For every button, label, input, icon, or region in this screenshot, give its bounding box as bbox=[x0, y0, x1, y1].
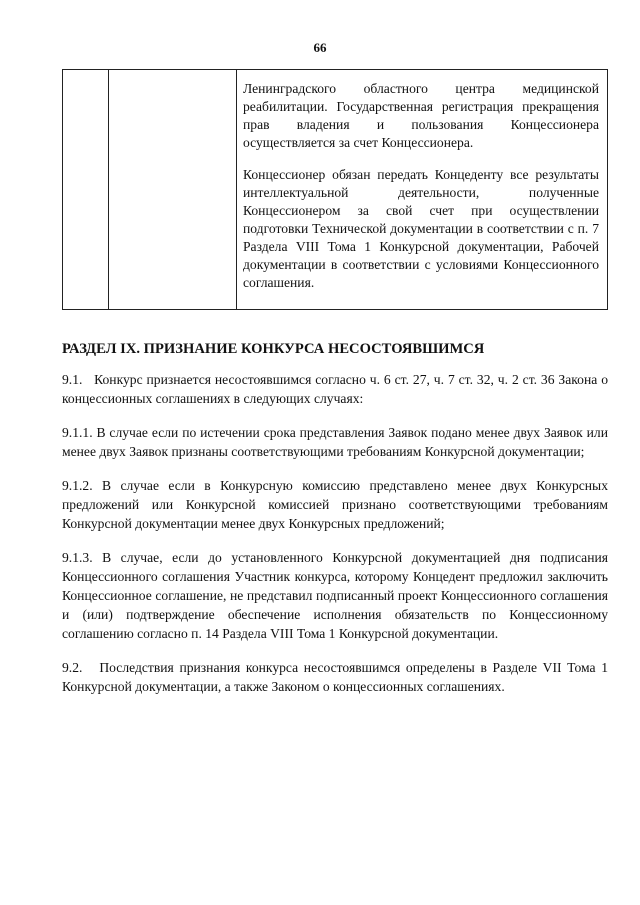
paragraph-9-1-2: 9.1.2. В случае если в Конкурсную комиссию представлено менее двух Конкурсных предложений или Конкурсной комиссией признано соответствующими требованиям Конкурсной документации менее двух Конкурсных предложений; bbox=[62, 478, 608, 531]
table-paragraph: Ленинградского областного центра медицинской реабилитации. Государственная регистрация прекращения прав владения и пользования Концессионера осуществляется за счет Концессионера. bbox=[243, 81, 599, 150]
table-row bbox=[63, 70, 608, 310]
table-cell-empty-2 bbox=[109, 70, 237, 310]
table-cell-text bbox=[237, 70, 608, 310]
continuation-table bbox=[62, 69, 608, 310]
paragraph-9-1-3: 9.1.3. В случае, если до установленного Конкурсной документацией дня подписания Концессионного соглашения Участник конкурса, которому Концедент предложил заключить Концессионное соглашение, не представил подписанный проект Концессионного соглашения и (или) подтверждение обеспечение исполнения обязательств по Концессионному соглашению согласно п. 14 Раздела VIII Тома 1 Конкурсной документации. bbox=[62, 550, 608, 641]
paragraph-9-1-1: 9.1.1. В случае если по истечении срока представления Заявок подано менее двух Заявок или менее двух Заявок признаны соответствующими требованиям Конкурсной документации; bbox=[62, 425, 608, 459]
page-number: 66 bbox=[313, 40, 327, 55]
paragraph-9-2: 9.2. Последствия признания конкурса несостоявшимся определены в Разделе VII Тома 1 Конкурсной документации, а также Законом о концессионных соглашениях. bbox=[62, 660, 608, 694]
table-cell-empty-1 bbox=[63, 70, 109, 310]
section-body bbox=[62, 370, 608, 711]
table-paragraph: Концессионер обязан передать Концеденту все результаты интеллектуальной деятельности, полученные Концессионером за свой счет при осуществлении подготовки Технической документации в соответствии с п. 7 Раздела VIII Тома 1 Конкурсной документации, Рабочей документации в соответствии с условиями Концессионного соглашения. bbox=[243, 167, 599, 290]
paragraph-9-1: 9.1. Конкурс признается несостоявшимся согласно ч. 6 ст. 27, ч. 7 ст. 32, ч. 2 ст. 36 Закона о концессионных соглашениях в следующих случаях: bbox=[62, 372, 608, 406]
section-title: РАЗДЕЛ IX. ПРИЗНАНИЕ КОНКУРСА НЕСОСТОЯВШИМСЯ bbox=[62, 341, 485, 357]
